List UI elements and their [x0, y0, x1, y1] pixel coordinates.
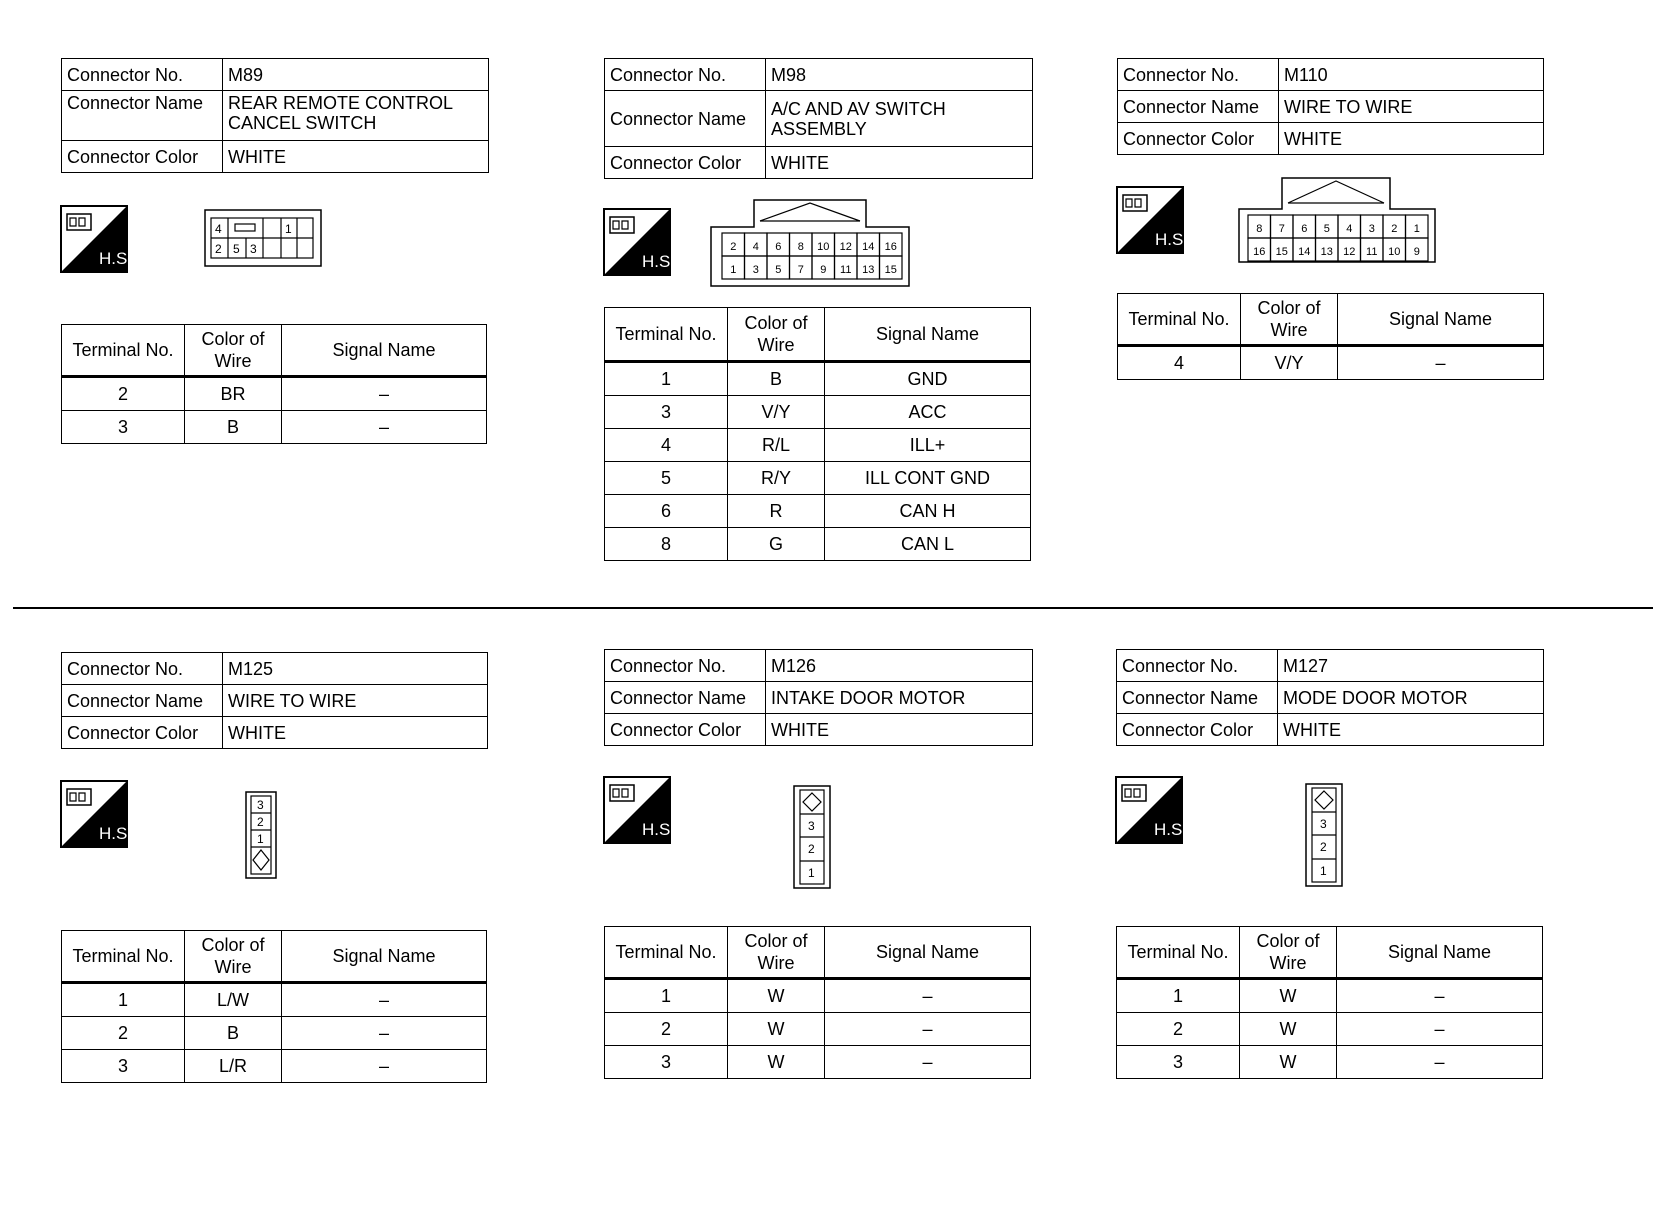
terminal-no-header: Terminal No. [605, 927, 728, 979]
pin-label: 8 [797, 241, 804, 253]
terminal-table [604, 926, 1031, 1079]
table-row [605, 495, 1031, 528]
wire-color-cell: R [728, 495, 825, 528]
terminal-cell: 1 [605, 979, 728, 1013]
signal-cell: GND [825, 362, 1031, 396]
table-row [1117, 1013, 1543, 1046]
wire-color-cell: W [728, 1046, 825, 1079]
pin-label: 7 [1278, 223, 1285, 235]
signal-cell: – [282, 411, 487, 444]
hs-badge-text: H.S. [1154, 820, 1188, 839]
table-row [1117, 1046, 1543, 1079]
connector-no-label: Connector No. [1117, 650, 1278, 682]
terminal-no-header: Terminal No. [1117, 927, 1240, 979]
table-row [605, 362, 1031, 396]
connector-no-label: Connector No. [1118, 59, 1279, 91]
connector-color-label: Connector Color [605, 147, 766, 179]
signal-cell: – [825, 1013, 1031, 1046]
terminal-table [1117, 293, 1544, 380]
wire-color-cell: W [728, 979, 825, 1013]
connector-color-value: WHITE [766, 147, 1033, 179]
connector-name-value: WIRE TO WIRE [223, 685, 488, 717]
pin-label: 16 [884, 241, 897, 253]
signal-cell: ACC [825, 396, 1031, 429]
table-row [605, 429, 1031, 462]
wire-color-cell: W [1240, 1046, 1337, 1079]
wire-color-cell: G [728, 528, 825, 561]
signal-name-header: Signal Name [282, 325, 487, 377]
signal-cell: – [1337, 979, 1543, 1013]
table-row [1117, 979, 1543, 1013]
terminal-no-header: Terminal No. [605, 308, 728, 362]
terminal-cell: 2 [62, 1017, 185, 1050]
connector-color-value: WHITE [1278, 714, 1544, 746]
terminal-table [61, 930, 487, 1083]
pin-label: 4 [215, 222, 222, 236]
connector-no-value: M89 [223, 59, 489, 91]
pin-label: 7 [797, 264, 804, 276]
terminal-cell: 1 [605, 362, 728, 396]
terminal-cell: 2 [605, 1013, 728, 1046]
terminal-table [1116, 926, 1543, 1079]
connector-face-m89 [204, 209, 322, 267]
connector-info-table [604, 649, 1033, 746]
connector-color-label: Connector Color [605, 714, 766, 746]
connector-block-m89 [61, 58, 489, 173]
connector-face-m126 [793, 785, 831, 889]
pin-label: 4 [752, 241, 759, 253]
connector-color-value: WHITE [223, 141, 489, 173]
signal-cell: – [825, 979, 1031, 1013]
pin-label: 2 [1320, 840, 1327, 854]
connector-color-label: Connector Color [62, 717, 223, 749]
wire-color-cell: W [1240, 1013, 1337, 1046]
connector-no-value: M98 [766, 59, 1033, 91]
connector-name-value: A/C AND AV SWITCH ASSEMBLY [766, 91, 1033, 147]
harness-side-icon [1117, 187, 1189, 253]
harness-side-icon [61, 206, 133, 272]
pin-label: 5 [1323, 223, 1330, 235]
pin-label: 1 [1320, 864, 1327, 878]
terminal-table-m89-wrap [61, 324, 487, 444]
wire-color-cell: W [728, 1013, 825, 1046]
connector-color-value: WHITE [223, 717, 488, 749]
signal-cell: CAN L [825, 528, 1031, 561]
terminal-cell: 1 [1117, 979, 1240, 1013]
color-of-wire-header: Color of Wire [728, 927, 825, 979]
harness-side-icon [61, 781, 133, 847]
wire-color-cell: B [728, 362, 825, 396]
terminal-cell: 2 [62, 377, 185, 411]
connector-name-value: REAR REMOTE CONTROL CANCEL SWITCH [223, 91, 489, 141]
wire-color-cell: L/R [185, 1050, 282, 1083]
table-row [605, 462, 1031, 495]
pin-label: 3 [1368, 223, 1375, 235]
terminal-cell: 8 [605, 528, 728, 561]
signal-cell: – [282, 1017, 487, 1050]
connector-info-table [1117, 58, 1544, 155]
pin-label: 3 [808, 819, 815, 833]
connector-color-label: Connector Color [1118, 123, 1279, 155]
terminal-cell: 5 [605, 462, 728, 495]
terminal-table-m126-wrap [604, 926, 1031, 1079]
signal-name-header: Signal Name [825, 927, 1031, 979]
connector-face-m110 [1238, 177, 1436, 263]
signal-name-header: Signal Name [1337, 927, 1543, 979]
pin-label: 3 [250, 242, 257, 256]
harness-side-icon [604, 777, 676, 843]
terminal-table [604, 307, 1031, 561]
connector-color-value: WHITE [766, 714, 1033, 746]
pin-label: 9 [1413, 246, 1420, 258]
connector-face-m98 [710, 199, 910, 287]
pin-label: 10 [817, 241, 830, 253]
terminal-no-header: Terminal No. [62, 325, 185, 377]
pin-label: 12 [839, 241, 852, 253]
terminal-cell: 4 [1118, 346, 1241, 380]
terminal-no-header: Terminal No. [62, 931, 185, 983]
connector-info-table [1116, 649, 1544, 746]
terminal-no-header: Terminal No. [1118, 294, 1241, 346]
terminal-table [61, 324, 487, 444]
signal-name-header: Signal Name [282, 931, 487, 983]
pin-label: 14 [1298, 246, 1311, 258]
hs-badge-text: H.S. [99, 824, 133, 843]
pin-label: 3 [1320, 817, 1327, 831]
pin-label: 13 [1320, 246, 1333, 258]
connector-name-label: Connector Name [62, 685, 223, 717]
pin-label: 1 [808, 866, 815, 880]
pin-label: 1 [1413, 223, 1420, 235]
connector-name-label: Connector Name [605, 91, 766, 147]
signal-cell: – [282, 983, 487, 1017]
connector-no-label: Connector No. [62, 59, 223, 91]
connector-color-value: WHITE [1279, 123, 1544, 155]
table-row [62, 983, 487, 1017]
connector-block-m126 [604, 649, 1033, 746]
table-row [62, 1017, 487, 1050]
wire-color-cell: V/Y [1241, 346, 1338, 380]
signal-name-header: Signal Name [825, 308, 1031, 362]
connector-name-label: Connector Name [1118, 91, 1279, 123]
pin-label: 10 [1388, 246, 1401, 258]
wire-color-cell: R/L [728, 429, 825, 462]
wire-color-cell: B [185, 411, 282, 444]
pin-label: 13 [862, 264, 875, 276]
pin-label: 5 [775, 264, 782, 276]
connector-block-m98 [604, 58, 1033, 179]
signal-cell: – [1337, 1046, 1543, 1079]
signal-cell: – [282, 1050, 487, 1083]
wire-color-cell: V/Y [728, 396, 825, 429]
hs-badge-text: H.S. [642, 820, 676, 839]
hs-badge-text: H.S. [1155, 230, 1189, 249]
terminal-cell: 3 [605, 396, 728, 429]
harness-side-icon [604, 209, 676, 275]
terminal-cell: 3 [1117, 1046, 1240, 1079]
connector-info-table [61, 652, 488, 749]
connector-block-m125 [61, 652, 488, 749]
connector-block-m127 [1116, 649, 1544, 746]
pin-label: 1 [730, 264, 737, 276]
color-of-wire-header: Color of Wire [1241, 294, 1338, 346]
hs-badge-text: H.S. [99, 249, 133, 268]
pin-label: 2 [808, 842, 815, 856]
pin-label: 11 [840, 264, 852, 276]
table-row [605, 1046, 1031, 1079]
connector-no-value: M110 [1279, 59, 1544, 91]
pin-label: 1 [285, 222, 292, 236]
connector-no-value: M127 [1278, 650, 1544, 682]
wire-color-cell: R/Y [728, 462, 825, 495]
connector-info-table [604, 58, 1033, 179]
color-of-wire-header: Color of Wire [1240, 927, 1337, 979]
terminal-cell: 3 [605, 1046, 728, 1079]
table-row [605, 396, 1031, 429]
connector-face-m127 [1305, 783, 1343, 887]
signal-cell: – [282, 377, 487, 411]
connector-no-label: Connector No. [62, 653, 223, 685]
pin-label: 9 [820, 264, 827, 276]
connector-color-label: Connector Color [1117, 714, 1278, 746]
wire-color-cell: L/W [185, 983, 282, 1017]
terminal-cell: 3 [62, 411, 185, 444]
table-row [62, 411, 487, 444]
wire-color-cell: W [1240, 979, 1337, 1013]
terminal-cell: 6 [605, 495, 728, 528]
connector-name-label: Connector Name [605, 682, 766, 714]
pin-label: 8 [1256, 223, 1263, 235]
pin-label: 3 [752, 264, 759, 276]
signal-cell: CAN H [825, 495, 1031, 528]
terminal-table-m110-wrap [1117, 293, 1544, 380]
color-of-wire-header: Color of Wire [185, 931, 282, 983]
table-row [605, 979, 1031, 1013]
terminal-table-m98-wrap [604, 307, 1031, 561]
pin-label: 6 [1301, 223, 1308, 235]
terminal-table-m125-wrap [61, 930, 487, 1083]
signal-name-header: Signal Name [1338, 294, 1544, 346]
pin-label: 15 [884, 264, 897, 276]
pin-label: 1 [257, 832, 264, 846]
connector-face-m125 [245, 791, 277, 879]
connector-name-value: WIRE TO WIRE [1279, 91, 1544, 123]
signal-cell: – [1338, 346, 1544, 380]
connector-name-label: Connector Name [1117, 682, 1278, 714]
table-row [1118, 346, 1544, 380]
connector-no-label: Connector No. [605, 59, 766, 91]
connector-name-label: Connector Name [62, 91, 223, 141]
color-of-wire-header: Color of Wire [185, 325, 282, 377]
pin-label: 12 [1343, 246, 1356, 258]
wire-color-cell: BR [185, 377, 282, 411]
harness-side-icon [1116, 777, 1188, 843]
table-row [605, 528, 1031, 561]
pin-label: 3 [257, 798, 264, 812]
color-of-wire-header: Color of Wire [728, 308, 825, 362]
signal-cell: ILL CONT GND [825, 462, 1031, 495]
table-row [62, 1050, 487, 1083]
section-divider [13, 607, 1653, 609]
wire-color-cell: B [185, 1017, 282, 1050]
connector-name-value: INTAKE DOOR MOTOR [766, 682, 1033, 714]
signal-cell: – [1337, 1013, 1543, 1046]
terminal-table-m127-wrap [1116, 926, 1543, 1079]
terminal-cell: 4 [605, 429, 728, 462]
terminal-cell: 3 [62, 1050, 185, 1083]
pin-label: 2 [215, 242, 222, 256]
signal-cell: – [825, 1046, 1031, 1079]
connector-no-value: M126 [766, 650, 1033, 682]
connector-name-value: MODE DOOR MOTOR [1278, 682, 1544, 714]
pin-label: 2 [730, 241, 737, 253]
pin-label: 2 [1391, 223, 1398, 235]
table-row [605, 1013, 1031, 1046]
pin-label: 15 [1275, 246, 1288, 258]
pin-label: 4 [1346, 223, 1353, 235]
pin-label: 14 [862, 241, 875, 253]
pin-label: 11 [1366, 246, 1378, 258]
connector-color-label: Connector Color [62, 141, 223, 173]
hs-badge-text: H.S. [642, 252, 676, 271]
pin-label: 2 [257, 815, 264, 829]
pin-label: 6 [775, 241, 782, 253]
signal-cell: ILL+ [825, 429, 1031, 462]
connector-no-value: M125 [223, 653, 488, 685]
connector-block-m110 [1117, 58, 1544, 155]
pin-label: 16 [1253, 246, 1266, 258]
connector-no-label: Connector No. [605, 650, 766, 682]
connector-info-table [61, 58, 489, 173]
pin-label: 5 [233, 242, 240, 256]
table-row [62, 377, 487, 411]
terminal-cell: 1 [62, 983, 185, 1017]
terminal-cell: 2 [1117, 1013, 1240, 1046]
